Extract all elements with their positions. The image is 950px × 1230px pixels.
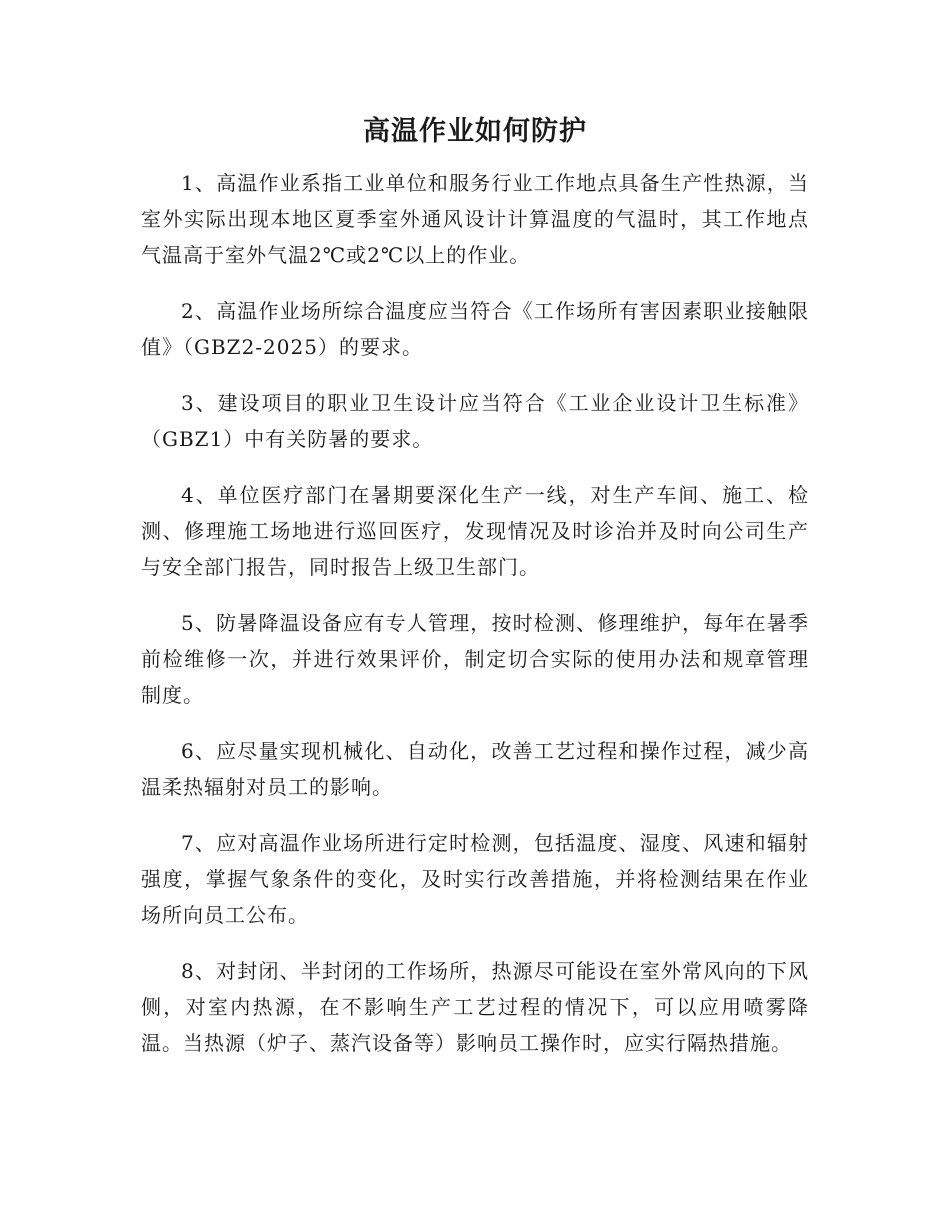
document-title: 高温作业如何防护 <box>363 116 587 147</box>
document-body <box>141 165 809 1081</box>
paragraph-7: 7、应对高温作业场所进行定时检测，包括温度、湿度、风速和辐射强度，掌握气象条件的变化，及时实行改善措施，并将检测结果在作业场所向员工公布。 <box>141 831 809 927</box>
paragraph-4: 4、单位医疗部门在暑期要深化生产一线，对生产车间、施工、检测、修理施工场地进行巡回医疗，发现情况及时诊治并及时向公司生产与安全部门报告，同时报告上级卫生部门。 <box>141 483 809 579</box>
paragraph-2: 2、高温作业场所综合温度应当符合《工作场所有害因素职业接触限值》（GBZ2-2025）的要求。 <box>141 299 809 359</box>
paragraph-8: 8、对封闭、半封闭的工作场所，热源尽可能设在室外常风向的下风侧，对室内热源，在不影响生产工艺过程的情况下，可以应用喷雾降温。当热源（炉子、蒸汽设备等）影响员工操作时，应实行隔热措施。 <box>141 959 809 1055</box>
paragraph-3: 3、建设项目的职业卫生设计应当符合《工业企业设计卫生标准》（GBZ1）中有关防暑的要求。 <box>141 391 809 451</box>
paragraph-1: 1、高温作业系指工业单位和服务行业工作地点具备生产性热源，当室外实际出现本地区夏季室外通风设计计算温度的气温时，其工作地点气温高于室外气温2℃或2℃以上的作业。 <box>141 171 809 267</box>
paragraph-5: 5、防暑降温设备应有专人管理，按时检测、修理维护，每年在暑季前检维修一次，并进行效果评价，制定切合实际的使用办法和规章管理制度。 <box>141 611 809 707</box>
paragraph-6: 6、应尽量实现机械化、自动化，改善工艺过程和操作过程，减少高温柔热辐射对员工的影响。 <box>141 739 809 799</box>
